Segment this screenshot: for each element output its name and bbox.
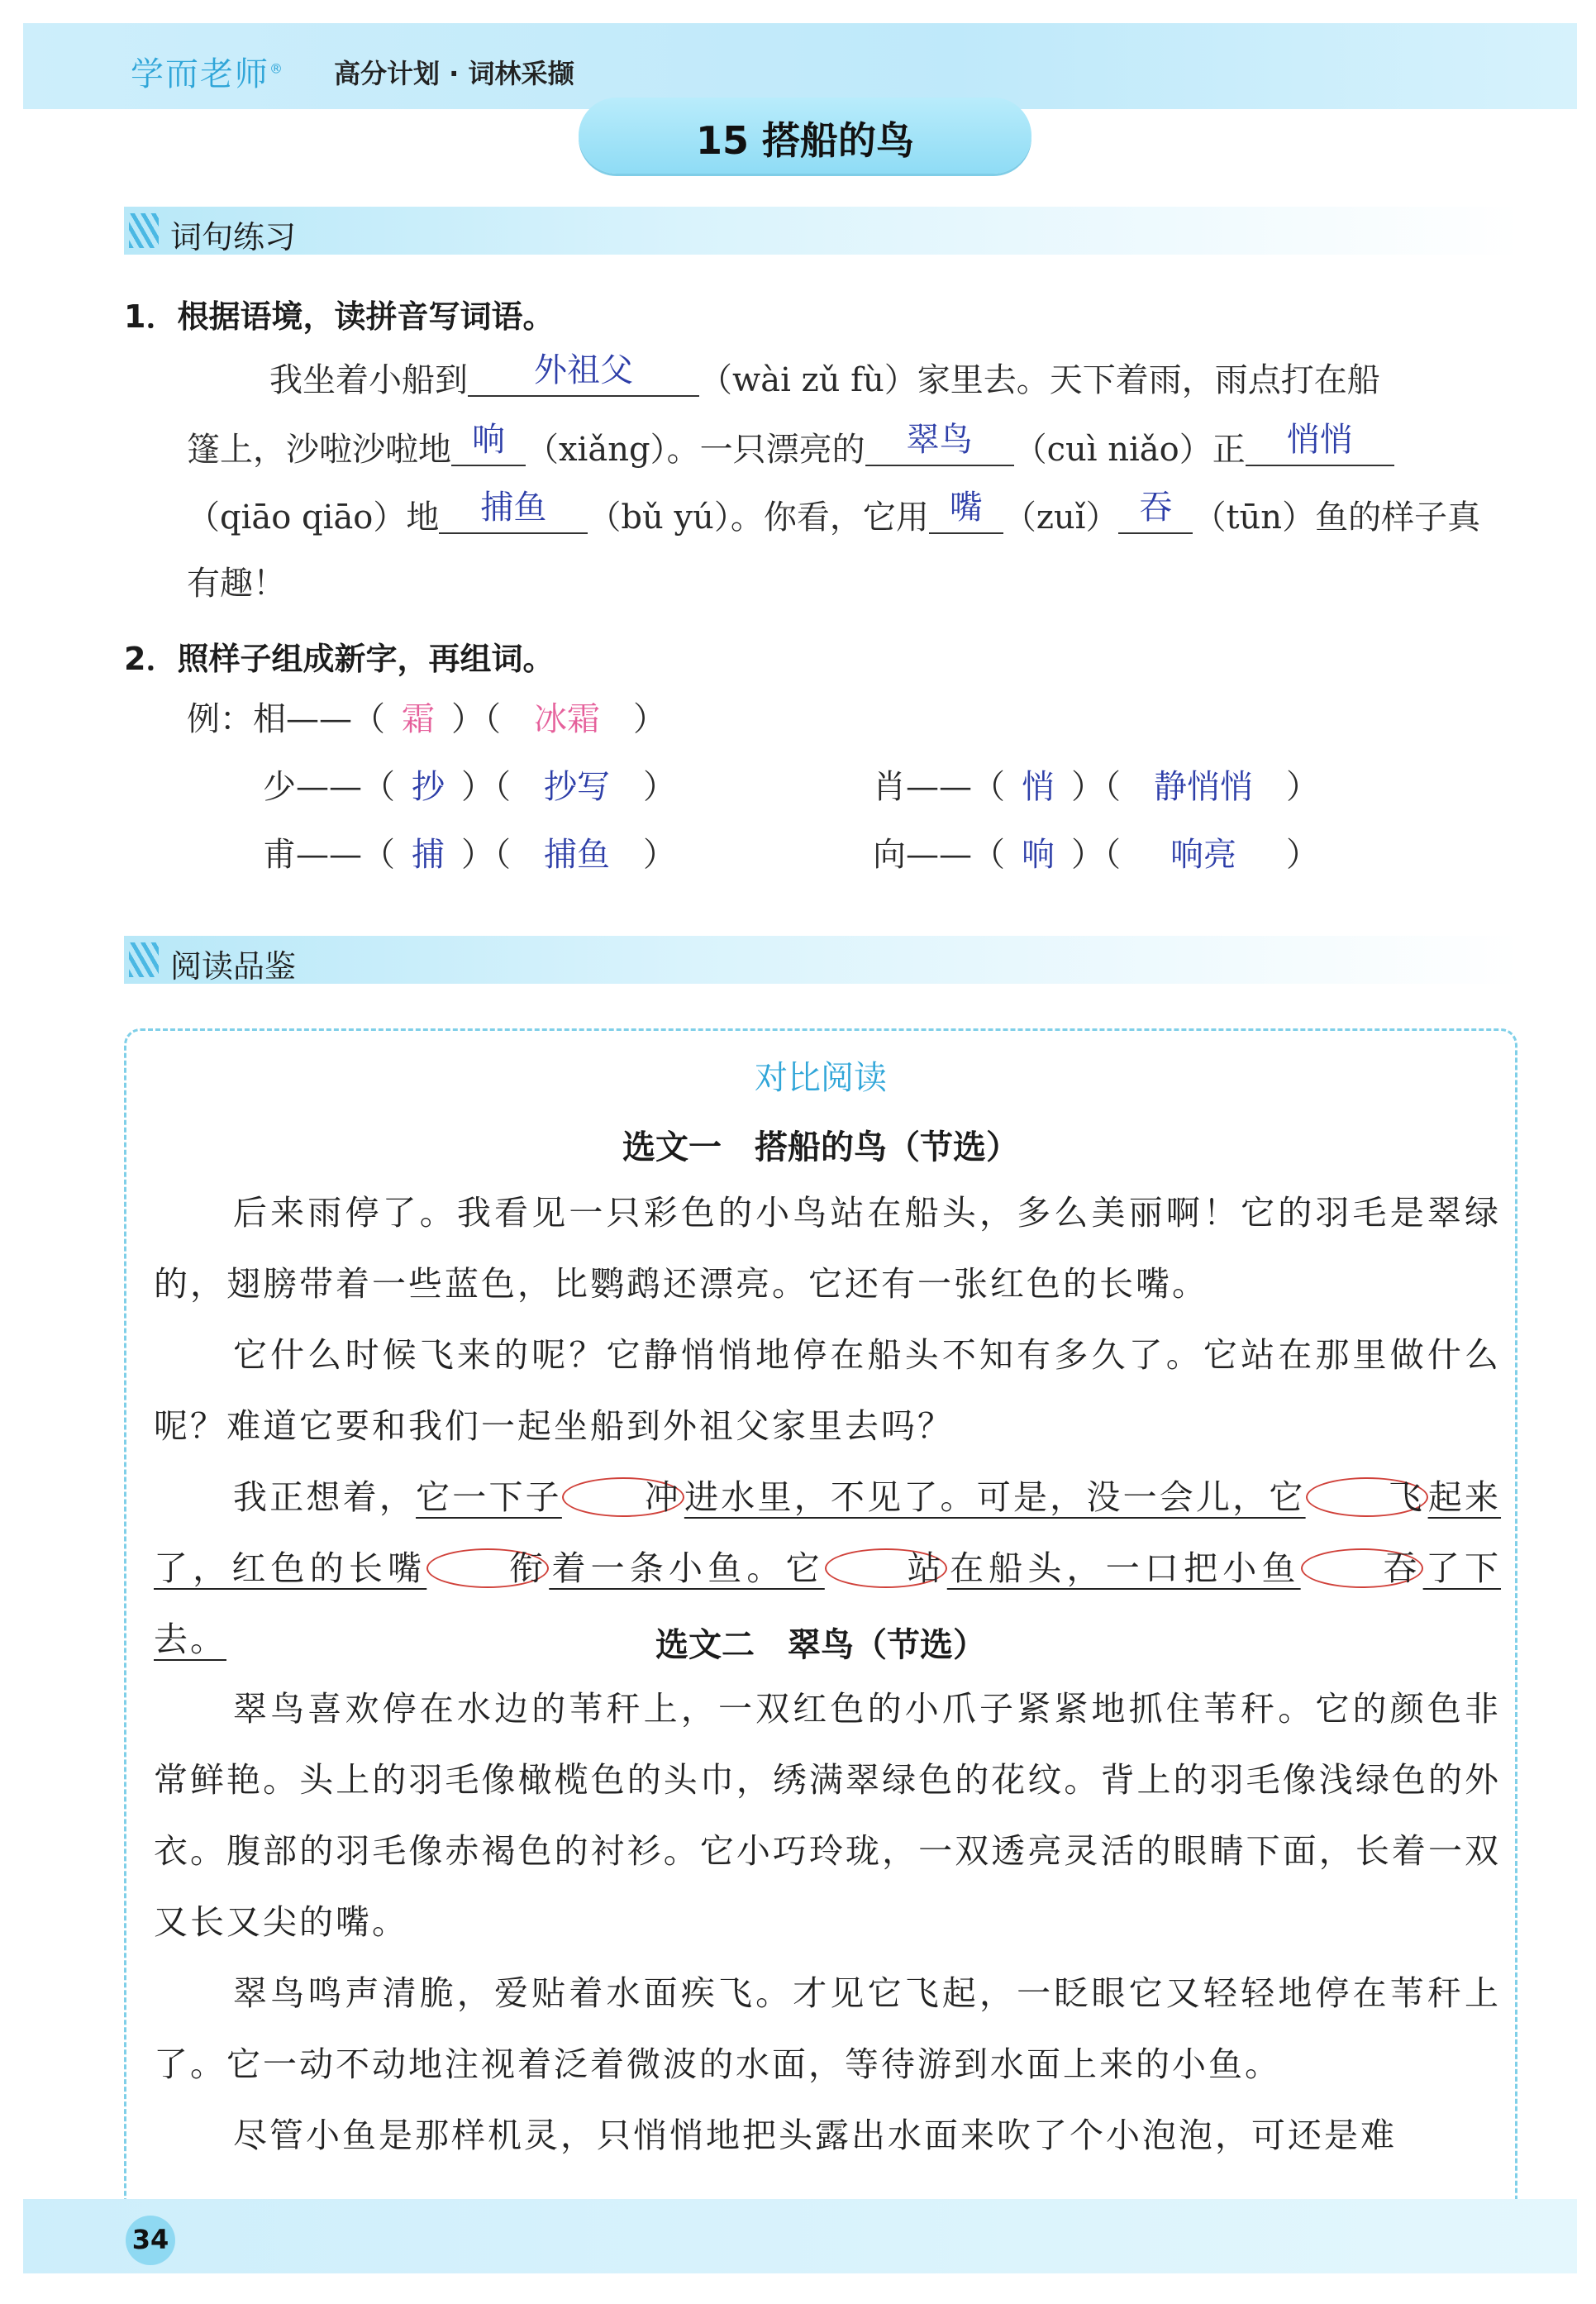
q2-row-1: 少——（ 抄 ）（ 抄写 ） — [263, 768, 676, 806]
answer-blank: 翠鸟 — [865, 432, 1014, 466]
question-1-prompt: 1．根据语境，读拼音写词语。 — [124, 298, 555, 335]
lesson-title: 15 搭船的鸟 — [695, 118, 915, 163]
underlined-sentence: 它一下子 冲进水里，不见了。可是，没一会儿，它 飞起来了，红色的长嘴 衔着一条小鱼。它 站在船头，一口把小鱼 吞了下去。 — [154, 1477, 1502, 1659]
passage-2-para-2: 翠鸟鸣声清脆，爱贴着水面疾飞。才见它飞起，一眨眼它又轻轻地停在苇秆上了。它一动不动地注视着泛着微波的水面，等待游到水面上来的小鱼。 — [154, 1973, 1501, 2084]
q1-line-3: （qiāo qiāo）地 捕鱼 （bǔ yú）。你看，它用 嘴 （zuǐ） 吞 （tūn）鱼的样子真 — [187, 489, 1481, 537]
q1-line-2: 篷上，沙啦沙啦地 响 （xiǎng）。一只漂亮的 翠鸟 （cuì niǎo）正 悄悄 — [187, 432, 1394, 466]
answer-blank: 嘴 — [929, 499, 1003, 534]
stripe-icon — [129, 213, 159, 248]
circled-word: 吞 — [1301, 1548, 1423, 1588]
series-title: 高分计划 · 词林采撷 — [334, 58, 574, 89]
passage-2-para-1: 翠鸟喜欢停在水边的苇秆上，一双红色的小爪子紧紧地抓住苇秆。它的颜色非常鲜艳。头上的羽毛像橄榄色的头巾，绣满翠绿色的花纹。背上的羽毛像浅绿色的外衣。腹部的羽毛像赤褐色的衬衫。它小巧玲珑，一双透亮灵活的眼睛下面，长着一双又长又尖的嘴。 — [154, 1689, 1501, 1942]
q2-row-4: 向——（ 响 ）（ 响亮 ） — [873, 836, 1319, 874]
compare-title: 对比阅读 — [755, 1059, 887, 1097]
circled-word: 飞 — [1306, 1477, 1428, 1517]
question-2-prompt: 2．照样子组成新字，再组词。 — [124, 641, 555, 677]
page-number: 34 — [131, 2224, 169, 2255]
passage-1-para-1: 后来雨停了。我看见一只彩色的小鸟站在船头，多么美丽啊！它的羽毛是翠绿的，翅膀带着一些蓝色，比鹦鹉还漂亮。它还有一张红色的长嘴。 — [154, 1193, 1501, 1304]
selection-1-title: 选文一 搭船的鸟（节选） — [622, 1128, 1019, 1166]
brand-logo: 学而老师® — [131, 55, 284, 93]
footer-band — [23, 2199, 1577, 2273]
q2-row-2: 肖——（ 悄 ）（ 静悄悄 ） — [873, 768, 1319, 806]
answer-blank: 吞 — [1118, 499, 1193, 534]
passage-1-para-3: 我正想着，它一下子 冲进水里，不见了。可是，没一会儿，它 飞起来了，红色的长嘴 衔着一条小鱼。它 站在船头，一口把小鱼 吞了下去。 — [154, 1477, 1502, 1659]
section-label: 词句练习 — [170, 219, 297, 255]
q1-line-1: 我坐着小船到 外祖父 （wài zǔ fù）家里去。天下着雨，雨点打在船 — [269, 351, 1380, 399]
circled-word: 冲 — [562, 1477, 684, 1517]
passage-2-para-3: 尽管小鱼是那样机灵，只悄悄地把头露出水面来吹了个小泡泡，可还是难 — [233, 2116, 1397, 2155]
selection-2-title: 选文二 翠鸟（节选） — [655, 1626, 986, 1664]
answer-blank: 悄悄 — [1246, 432, 1394, 466]
circled-word: 站 — [825, 1548, 947, 1588]
section-label: 阅读品鉴 — [170, 948, 297, 985]
passage-1-para-2: 它什么时候飞来的呢？它静悄悄地停在船头不知有多久了。它站在那里做什么呢？难道它要和我们一起坐船到外祖父家里去吗？ — [154, 1335, 1501, 1446]
stripe-icon — [129, 942, 159, 977]
answer-blank: 外祖父 — [468, 362, 699, 397]
section-bar-reading — [124, 936, 1521, 984]
answer-blank: 捕鱼 — [439, 499, 588, 534]
q2-example: 例：相——（ 霜 ）（ 冰霜 ） — [187, 700, 666, 738]
q1-line-4: 有趣！ — [187, 565, 286, 603]
circled-word: 衔 — [426, 1548, 549, 1588]
section-bar-exercise — [124, 207, 1521, 255]
q2-row-3: 甫——（ 捕 ）（ 捕鱼 ） — [263, 836, 676, 874]
answer-blank: 响 — [451, 432, 526, 466]
